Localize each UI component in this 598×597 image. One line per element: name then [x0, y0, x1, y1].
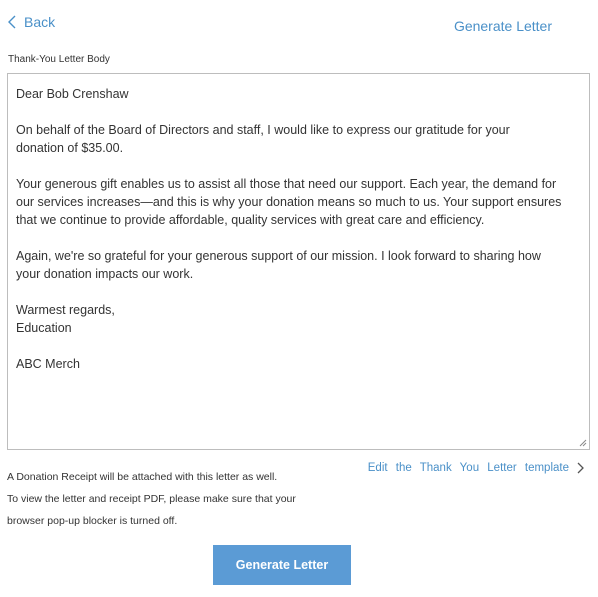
edit-template-label: Edit the Thank You Letter template: [367, 462, 569, 474]
receipt-note: [7, 466, 347, 532]
letter-paragraph-gratitude: On behalf of the Board of Directors and staff, I would like to express our gratitude for your donation of $35.00.: [16, 123, 510, 155]
receipt-note-line: To view the letter and receipt PDF, please make sure that your: [7, 493, 296, 505]
receipt-note-line: browser pop-up blocker is turned off.: [7, 515, 178, 527]
receipt-note-line: A Donation Receipt will be attached with this letter as well.: [7, 471, 278, 483]
back-label: Back: [24, 14, 56, 30]
letter-organization: ABC Merch: [16, 357, 80, 371]
chevron-left-icon: [8, 15, 16, 29]
resize-handle-icon[interactable]: [579, 439, 587, 447]
generate-letter-button[interactable]: Generate Letter: [213, 545, 351, 585]
letter-body-label: Thank-You Letter Body: [8, 54, 110, 65]
chevron-right-icon: [577, 462, 584, 474]
letter-paragraph-impact: Your generous gift enables us to assist all those that need our support. Each year, the demand for our services increases—and this is why your donation means so much to us. Your support ensures that we continue to provide affordable, quality services with great care and efficiency.: [16, 177, 562, 227]
generate-letter-link[interactable]: Generate Letter: [453, 18, 552, 34]
edit-template-link[interactable]: [368, 462, 584, 474]
letter-signoff: Warmest regards, Education: [16, 303, 115, 335]
back-link[interactable]: [8, 14, 55, 30]
letter-salutation: Dear Bob Crenshaw: [16, 87, 129, 101]
letter-body-textarea[interactable]: [7, 73, 590, 450]
letter-paragraph-closing: Again, we're so grateful for your generous support of our mission. I look forward to sharing how your donation impacts our work.: [16, 249, 541, 281]
